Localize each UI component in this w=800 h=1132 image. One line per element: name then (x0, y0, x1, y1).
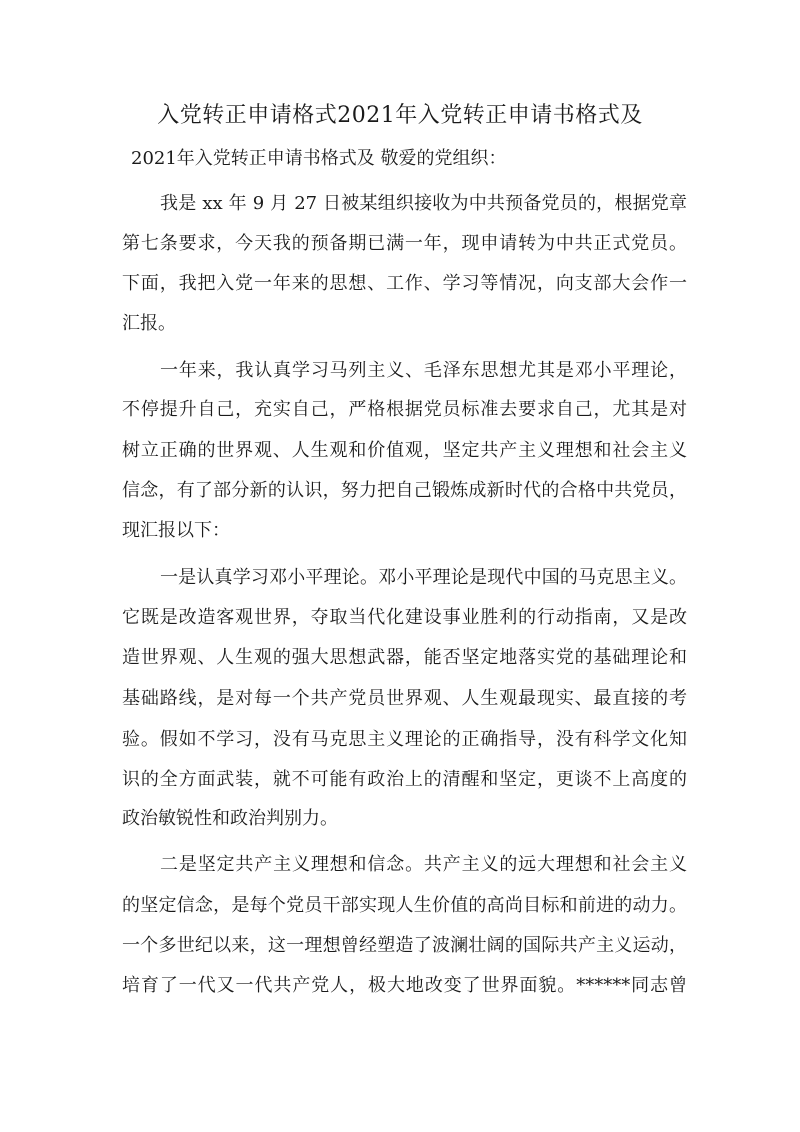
paragraph-2-line-4: 信念，有了部分新的认识，努力把自己锻炼成新时代的合格中共党员， (122, 480, 687, 501)
paragraph-1-line-3: 下面，我把入党一年来的思想、工作、学习等情况，向支部大会作一 (122, 273, 687, 294)
paragraph-3-line-5: 验。假如不学习，没有马克思主义理论的正确指导，没有科学文化知 (122, 729, 687, 750)
paragraph-3-line-3: 造世界观、人生观的强大思想武器，能否坚定地落实党的基础理论和 (122, 647, 687, 668)
document-subtitle: 2021年入党转正申请书格式及 敬爱的党组织： (131, 148, 507, 169)
paragraph-2-line-5: 现汇报以下： (122, 520, 230, 541)
paragraph-4-line-2: 的坚定信念，是每个党员干部实现人生价值的高尚目标和前进的动力。 (122, 895, 687, 916)
paragraph-1-line-4: 汇报。 (122, 313, 176, 334)
paragraph-3-line-7: 政治敏锐性和政治判别力。 (122, 808, 338, 829)
paragraph-1-line-1: 我是 xx 年 9 月 27 日被某组织接收为中共预备党员的，根据党章 (160, 193, 687, 214)
paragraph-3-line-1: 一是认真学习邓小平理论。邓小平理论是现代中国的马克思主义。 (160, 567, 687, 588)
paragraph-4-line-3: 一个多世纪以来，这一理想曾经塑造了波澜壮阔的国际共产主义运动， (122, 935, 687, 956)
paragraph-2-line-3: 树立正确的世界观、人生观和价值观，坚定共产主义理想和社会主义 (122, 440, 687, 461)
paragraph-2-line-2: 不停提升自己，充实自己，严格根据党员标准去要求自己，尤其是对 (122, 399, 687, 420)
paragraph-3-line-6: 识的全方面武装，就不可能有政治上的清醒和坚定，更谈不上高度的 (122, 769, 687, 790)
paragraph-4-line-1: 二是坚定共产主义理想和信念。共产主义的远大理想和社会主义 (160, 854, 687, 875)
document-title: 入党转正申请格式2021年入党转正申请书格式及 (157, 103, 643, 128)
paragraph-4-line-4: 培育了一代又一代共产党人，极大地改变了世界面貌。******同志曾 (122, 975, 687, 996)
paragraph-2-line-1: 一年来，我认真学习马列主义、毛泽东思想尤其是邓小平理论， (160, 360, 687, 381)
paragraph-3-line-4: 基础路线，是对每一个共产党员世界观、人生观最现实、最直接的考 (122, 688, 687, 709)
paragraph-3-line-2: 它既是改造客观世界，夺取当代化建设事业胜利的行动指南，又是改 (122, 607, 687, 628)
paragraph-1-line-2: 第七条要求，今天我的预备期已满一年，现申请转为中共正式党员。 (122, 233, 687, 254)
